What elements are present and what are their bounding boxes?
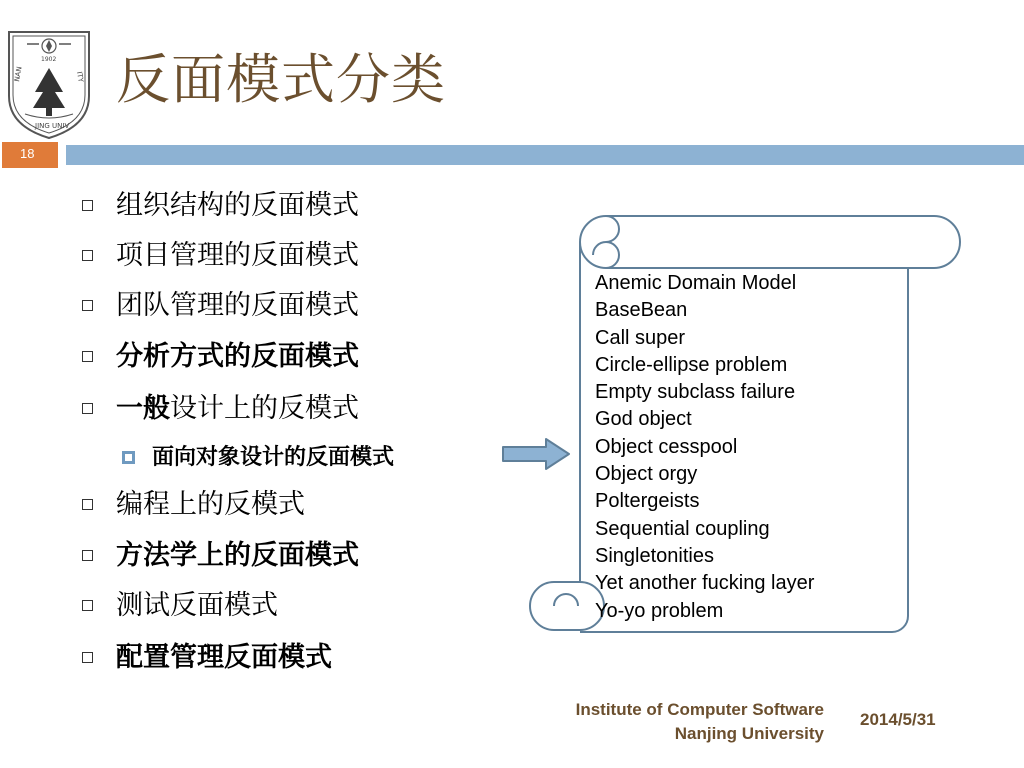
footer-date: 2014/5/31 bbox=[860, 710, 936, 729]
square-bullet-icon bbox=[82, 200, 93, 211]
square-sub-bullet-icon bbox=[122, 451, 135, 464]
slide-number: 18 bbox=[20, 146, 35, 161]
list-item: Anemic Domain Model bbox=[595, 272, 797, 294]
footer-institute-line2: Nanjing University bbox=[674, 724, 824, 743]
square-bullet-icon bbox=[82, 499, 93, 510]
square-bullet-icon bbox=[82, 550, 93, 561]
square-bullet-icon bbox=[82, 351, 93, 362]
university-logo bbox=[5, 26, 93, 140]
svg-text:1902: 1902 bbox=[41, 56, 57, 63]
bullet-text: 分析方式的反面模式 bbox=[116, 341, 359, 372]
bullet-text: 团队管理的反面模式 bbox=[116, 290, 359, 321]
svg-text:ITY: ITY bbox=[75, 70, 85, 83]
list-item: Yo-yo problem bbox=[595, 599, 724, 622]
bullet-text: 项目管理的反面模式 bbox=[116, 240, 359, 271]
list-item: Object cesspool bbox=[595, 435, 738, 458]
list-item: Call super bbox=[595, 326, 686, 349]
bullet-text: 组织结构的反面模式 bbox=[116, 190, 359, 221]
svg-text:NAN: NAN bbox=[13, 65, 24, 83]
list-item: Poltergeists bbox=[595, 490, 700, 513]
anti-pattern-list bbox=[595, 270, 814, 625]
list-item: Singletonities bbox=[595, 544, 714, 567]
bullet-text-rest: 设计上的反模式 bbox=[170, 393, 359, 424]
footer-institute bbox=[576, 698, 824, 746]
bullet-text: 配置管理反面模式 bbox=[116, 642, 332, 673]
footer-institute-line1: Institute of Computer Software bbox=[575, 700, 824, 719]
list-item: BaseBean bbox=[595, 299, 688, 322]
sub-bullet-text: 面向对象设计的反面模式 bbox=[152, 445, 395, 470]
list-item: Sequential coupling bbox=[595, 517, 770, 540]
list-item: Object orgy bbox=[595, 463, 698, 486]
square-bullet-icon bbox=[82, 403, 93, 414]
bullet-text: 方法学上的反面模式 bbox=[116, 540, 359, 571]
square-bullet-icon bbox=[82, 652, 93, 663]
title-rule bbox=[66, 145, 1024, 165]
bullet-text-bold: 一般 bbox=[116, 393, 170, 424]
square-bullet-icon bbox=[82, 300, 93, 311]
bullet-text bbox=[116, 389, 359, 429]
list-item: Yet another fucking layer bbox=[595, 572, 815, 595]
bullet-text: 编程上的反模式 bbox=[116, 489, 305, 520]
square-bullet-icon bbox=[82, 600, 93, 611]
slide-title: 反面模式分类 bbox=[116, 48, 446, 111]
svg-text:JING UNIV: JING UNIV bbox=[35, 122, 70, 130]
list-item: God object bbox=[595, 408, 692, 431]
bullet-text: 测试反面模式 bbox=[116, 590, 278, 621]
list-item: Circle-ellipse problem bbox=[595, 353, 788, 376]
list-item: Empty subclass failure bbox=[595, 381, 796, 404]
square-bullet-icon bbox=[82, 250, 93, 261]
